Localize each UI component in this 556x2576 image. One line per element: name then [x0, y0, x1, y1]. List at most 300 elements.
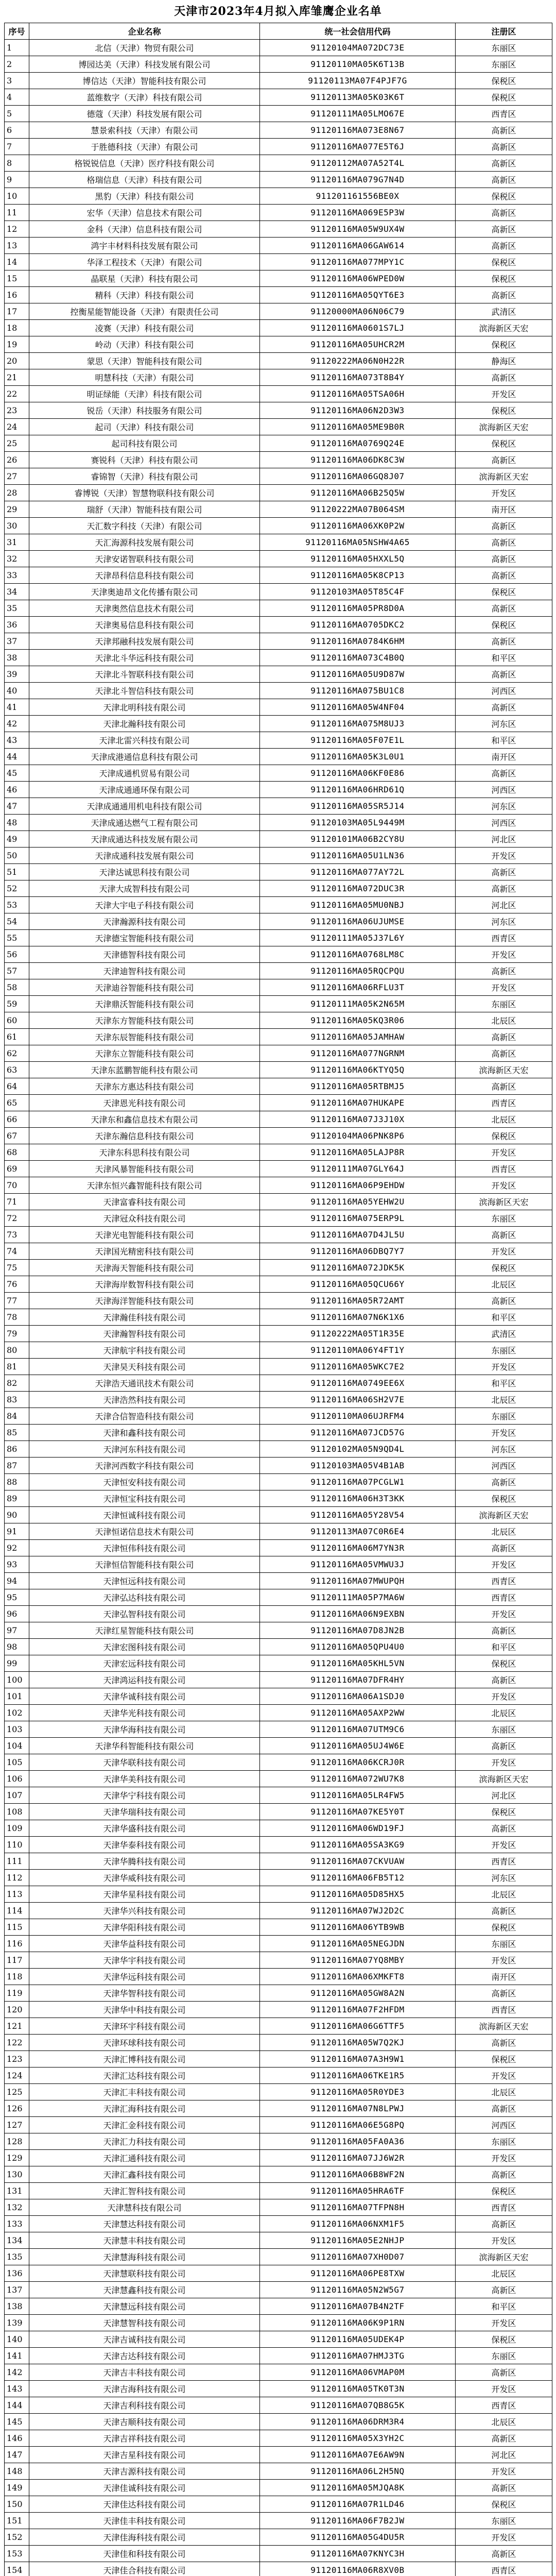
cell-company-name: 天津华宁科技有限公司 [29, 1787, 260, 1804]
cell-credit-code: 91120116MA05D85HX5 [260, 1886, 456, 1903]
cell-index: 123 [5, 2051, 29, 2067]
cell-credit-code: 91120112MA07A52T4L [260, 155, 456, 172]
cell-district: 西青区 [456, 1161, 552, 1177]
cell-district: 和平区 [456, 2298, 552, 2315]
table-row [5, 2100, 552, 2117]
cell-district: 河北区 [456, 2447, 552, 2463]
cell-credit-code: 91120102MA05N9QD4L [260, 1441, 456, 1458]
cell-company-name: 天津华星科技有限公司 [29, 1886, 260, 1903]
table-row [5, 1688, 552, 1705]
table-row [5, 1606, 552, 1622]
table-row [5, 732, 552, 749]
cell-company-name: 凌赛（天津）科技有限公司 [29, 320, 260, 336]
cell-index: 31 [5, 534, 29, 551]
cell-credit-code: 91120111MA05LMO67E [260, 106, 456, 122]
cell-credit-code: 91120116MA07N8LPWJ [260, 2100, 456, 2117]
cell-index: 12 [5, 221, 29, 238]
cell-company-name: 天津汇力科技有限公司 [29, 2133, 260, 2150]
cell-index: 149 [5, 2480, 29, 2496]
cell-credit-code: 91120116MA07KNYC3H [260, 2546, 456, 2562]
cell-credit-code: 91120116MA07R1LD46 [260, 2496, 456, 2513]
cell-district: 保税区 [456, 2496, 552, 2513]
cell-index: 22 [5, 386, 29, 402]
table-row [5, 1342, 552, 1359]
cell-credit-code: 91120111MA05K2N65M [260, 996, 456, 1012]
cell-credit-code: 91120116MA07JCD57G [260, 1425, 456, 1441]
cell-district: 高新区 [456, 2216, 552, 2232]
cell-district: 东丽区 [456, 2133, 552, 2150]
table-row [5, 815, 552, 831]
cell-credit-code: 91120116MA05W7Q2KJ [260, 2035, 456, 2051]
cell-credit-code: 911201161556BE0X [260, 188, 456, 205]
cell-district: 保税区 [456, 1128, 552, 1144]
cell-index: 147 [5, 2447, 29, 2463]
table-row [5, 2298, 552, 2315]
cell-district: 高新区 [456, 2430, 552, 2447]
table-row [5, 2183, 552, 2199]
table-row [5, 913, 552, 930]
cell-district: 高新区 [456, 139, 552, 155]
cell-district: 北辰区 [456, 1523, 552, 1540]
cell-district: 高新区 [456, 880, 552, 897]
cell-district: 高新区 [456, 1820, 552, 1837]
cell-index: 140 [5, 2331, 29, 2348]
table-row [5, 2447, 552, 2463]
cell-district: 保税区 [456, 1490, 552, 1507]
cell-index: 60 [5, 1012, 29, 1029]
cell-district: 高新区 [456, 600, 552, 617]
cell-district: 保税区 [456, 2051, 552, 2067]
cell-company-name: 蓝维数字（天津）科技有限公司 [29, 89, 260, 106]
table-row [5, 1012, 552, 1029]
cell-company-name: 天津环球科技有限公司 [29, 2035, 260, 2051]
cell-district: 高新区 [456, 1029, 552, 1045]
cell-district: 高新区 [456, 369, 552, 386]
cell-index: 54 [5, 913, 29, 930]
cell-index: 145 [5, 2414, 29, 2430]
table-row [5, 1738, 552, 1754]
cell-credit-code: 91120116MA06A1SDJ0 [260, 1688, 456, 1705]
cell-district: 保税区 [456, 1655, 552, 1672]
cell-credit-code: 91120116MA06KCRJ0R [260, 1754, 456, 1771]
cell-index: 13 [5, 238, 29, 254]
table-row [5, 996, 552, 1012]
cell-credit-code: 91120116MA07KE5Y0T [260, 1804, 456, 1820]
enterprise-table [4, 23, 552, 2576]
cell-credit-code: 91120116MA06WPED0W [260, 270, 456, 287]
cell-company-name: 睿博锐（天津）智慧物联科技有限公司 [29, 485, 260, 501]
table-row [5, 1754, 552, 1771]
cell-credit-code: 91120116MA05RTBMJ5 [260, 1078, 456, 1095]
cell-credit-code: 91120116MA05F07E1L [260, 732, 456, 749]
cell-index: 120 [5, 2002, 29, 2018]
cell-company-name: 天津慧科技有限公司 [29, 2199, 260, 2216]
table-header-row [5, 23, 552, 40]
cell-company-name: 金科（天津）信息科技有限公司 [29, 221, 260, 238]
cell-index: 52 [5, 880, 29, 897]
cell-credit-code: 91120116MA06M7YN3R [260, 1540, 456, 1556]
cell-credit-code: 91120116MA05UDEK4P [260, 2331, 456, 2348]
cell-index: 77 [5, 1293, 29, 1309]
cell-company-name: 天津北斗华远科技有限公司 [29, 650, 260, 666]
table-row [5, 139, 552, 155]
cell-company-name: 天津华中科技有限公司 [29, 2002, 260, 2018]
table-row [5, 73, 552, 89]
cell-company-name: 天津汇通科技有限公司 [29, 2150, 260, 2166]
cell-district: 保税区 [456, 1260, 552, 1276]
cell-credit-code: 91120116MA05YEHW2U [260, 1194, 456, 1210]
cell-district: 河北区 [456, 1787, 552, 1804]
table-row [5, 56, 552, 73]
cell-company-name: 天津东瀚信息科技有限公司 [29, 1128, 260, 1144]
cell-district: 高新区 [456, 1738, 552, 1754]
cell-index: 57 [5, 963, 29, 979]
cell-index: 78 [5, 1309, 29, 1326]
table-row [5, 2546, 552, 2562]
cell-district: 河东区 [456, 913, 552, 930]
cell-district: 东丽区 [456, 1342, 552, 1359]
cell-credit-code: 91120101MA06B2CY8U [260, 831, 456, 848]
cell-credit-code: 91120116MA079G7N4D [260, 172, 456, 188]
cell-company-name: 天津慧海科技有限公司 [29, 2249, 260, 2265]
cell-credit-code: 91120110MA05K6T13B [260, 56, 456, 73]
cell-company-name: 格锐锐信息（天津）医疗科技有限公司 [29, 155, 260, 172]
cell-index: 121 [5, 2018, 29, 2035]
table-row [5, 369, 552, 386]
cell-credit-code: 91120116MA072WU7K8 [260, 1771, 456, 1787]
cell-company-name: 天津奥易信息科技有限公司 [29, 617, 260, 633]
cell-company-name: 天津东科思科技有限公司 [29, 1144, 260, 1161]
cell-district: 北辰区 [456, 1705, 552, 1721]
cell-company-name: 天津华美科技有限公司 [29, 1771, 260, 1787]
table-row [5, 501, 552, 518]
cell-credit-code: 91120116MA05LAJP8R [260, 1144, 456, 1161]
cell-company-name: 天津慧智科技有限公司 [29, 2315, 260, 2331]
cell-index: 80 [5, 1342, 29, 1359]
cell-credit-code: 91120116MA07WJ2D2C [260, 1903, 456, 1919]
cell-district: 河西区 [456, 683, 552, 699]
cell-company-name: 天津成通达科技发展有限公司 [29, 831, 260, 848]
cell-index: 116 [5, 1936, 29, 1952]
cell-index: 105 [5, 1754, 29, 1771]
cell-credit-code: 91120116MA06UJUMSE [260, 913, 456, 930]
cell-index: 17 [5, 303, 29, 320]
cell-company-name: 天津华光科技有限公司 [29, 1705, 260, 1721]
cell-credit-code: 91120116MA05TK0T3N [260, 2381, 456, 2397]
table-row [5, 1589, 552, 1606]
cell-credit-code: 91120116MA06B8WF2N [260, 2166, 456, 2183]
cell-credit-code: 91120116MA05K8CP13 [260, 567, 456, 584]
cell-company-name: 天津华益科技有限公司 [29, 1936, 260, 1952]
cell-district: 高新区 [456, 534, 552, 551]
cell-company-name: 天津光电智能科技有限公司 [29, 1227, 260, 1243]
cell-credit-code: 91120116MA06N2D3W3 [260, 402, 456, 419]
table-row [5, 468, 552, 485]
cell-district: 东丽区 [456, 56, 552, 73]
cell-district: 高新区 [456, 2546, 552, 2562]
cell-index: 108 [5, 1804, 29, 1820]
cell-credit-code: 91120116MA07PCGLW1 [260, 1474, 456, 1490]
table-row [5, 2282, 552, 2298]
table-row [5, 1655, 552, 1672]
cell-company-name: 天津东方智能科技有限公司 [29, 1012, 260, 1029]
table-row [5, 864, 552, 880]
cell-credit-code: 91120116MA05U9D87W [260, 666, 456, 683]
cell-company-name: 天津华海科技有限公司 [29, 1721, 260, 1738]
cell-company-name: 天津华阳科技有限公司 [29, 1919, 260, 1936]
cell-company-name: 天津佳合科技有限公司 [29, 2562, 260, 2576]
cell-index: 92 [5, 1540, 29, 1556]
cell-index: 82 [5, 1375, 29, 1392]
cell-credit-code: 91120116MA05NSHW4A65 [260, 534, 456, 551]
cell-company-name: 天津北斗智信科技有限公司 [29, 683, 260, 699]
cell-district: 滨海新区天宏 [456, 2018, 552, 2035]
cell-credit-code: 91120116MA077MPY1C [260, 254, 456, 270]
cell-credit-code: 91120000MA06N06C79 [260, 303, 456, 320]
table-row [5, 1919, 552, 1936]
cell-district: 开发区 [456, 1688, 552, 1705]
cell-district: 武清区 [456, 1326, 552, 1342]
cell-index: 102 [5, 1705, 29, 1721]
cell-district: 保税区 [456, 89, 552, 106]
cell-company-name: 慧景索科技（天津）有限公司 [29, 122, 260, 139]
cell-district: 西青区 [456, 1095, 552, 1111]
cell-index: 62 [5, 1045, 29, 1062]
cell-district: 开发区 [456, 1243, 552, 1260]
cell-index: 30 [5, 518, 29, 534]
cell-company-name: 天津宏图科技有限公司 [29, 1639, 260, 1655]
cell-index: 88 [5, 1474, 29, 1490]
cell-credit-code: 91120116MA07XH0D07 [260, 2249, 456, 2265]
cell-index: 71 [5, 1194, 29, 1210]
cell-company-name: 天津鸿运科技有限公司 [29, 1672, 260, 1688]
cell-credit-code: 91120113MA07C0R6E4 [260, 1523, 456, 1540]
cell-credit-code: 91120116MA07TFPN8H [260, 2199, 456, 2216]
cell-credit-code: 91120116MA06XK0P2W [260, 518, 456, 534]
cell-credit-code: 91120116MA07A3H9W1 [260, 2051, 456, 2067]
cell-company-name: 天津慧鑫科技有限公司 [29, 2282, 260, 2298]
table-row [5, 89, 552, 106]
cell-index: 25 [5, 435, 29, 452]
cell-credit-code: 91120104MA06PNK8P6 [260, 1128, 456, 1144]
cell-credit-code: 91120116MA06E5G8PQ [260, 2117, 456, 2133]
cell-index: 112 [5, 1870, 29, 1886]
table-row [5, 633, 552, 650]
cell-index: 76 [5, 1276, 29, 1293]
table-row [5, 1936, 552, 1952]
cell-index: 70 [5, 1177, 29, 1194]
table-row [5, 1111, 552, 1128]
cell-index: 43 [5, 732, 29, 749]
cell-index: 89 [5, 1490, 29, 1507]
cell-index: 141 [5, 2348, 29, 2364]
cell-district: 开发区 [456, 1754, 552, 1771]
cell-district: 高新区 [456, 1540, 552, 1556]
cell-index: 124 [5, 2067, 29, 2084]
cell-district: 保税区 [456, 2183, 552, 2199]
cell-credit-code: 91120116MA05W9UX4W [260, 221, 456, 238]
table-row [5, 1029, 552, 1045]
cell-index: 96 [5, 1606, 29, 1622]
cell-company-name: 天津迪智科技有限公司 [29, 963, 260, 979]
cell-company-name: 天津和鑫科技有限公司 [29, 1425, 260, 1441]
table-row [5, 1771, 552, 1787]
cell-district: 高新区 [456, 699, 552, 716]
cell-index: 68 [5, 1144, 29, 1161]
cell-district: 开发区 [456, 386, 552, 402]
table-row [5, 782, 552, 798]
table-row [5, 2133, 552, 2150]
cell-credit-code: 91120116MA05HXXL5Q [260, 551, 456, 567]
cell-district: 开发区 [456, 1556, 552, 1573]
cell-company-name: 天津慧达科技有限公司 [29, 2216, 260, 2232]
cell-company-name: 天津河西数字科技有限公司 [29, 1458, 260, 1474]
cell-company-name: 锐岳（天津）科技服务有限公司 [29, 402, 260, 419]
cell-credit-code: 91120116MA06PE8TXW [260, 2265, 456, 2282]
cell-district: 滨海新区天宏 [456, 2249, 552, 2265]
cell-district: 开发区 [456, 946, 552, 963]
cell-index: 99 [5, 1655, 29, 1672]
cell-credit-code: 91120110MA06Y4FT1Y [260, 1342, 456, 1359]
cell-company-name: 天津奥迪昂文化传播有限公司 [29, 584, 260, 600]
cell-index: 53 [5, 897, 29, 913]
cell-district: 开发区 [456, 1144, 552, 1161]
cell-index: 49 [5, 831, 29, 848]
cell-credit-code: 91120111MA07GLY64J [260, 1161, 456, 1177]
cell-company-name: 赛锐科（天津）科技有限公司 [29, 452, 260, 468]
cell-credit-code: 91120116MA06KTYQ5Q [260, 1062, 456, 1078]
cell-company-name: 天汇海源科技发展有限公司 [29, 534, 260, 551]
cell-index: 125 [5, 2084, 29, 2100]
cell-district: 开发区 [456, 2529, 552, 2546]
header-district: 注册区 [456, 23, 552, 40]
cell-district: 西青区 [456, 1573, 552, 1589]
cell-index: 130 [5, 2166, 29, 2183]
table-row [5, 848, 552, 864]
cell-district: 高新区 [456, 287, 552, 303]
table-row [5, 617, 552, 633]
table-row [5, 880, 552, 897]
cell-credit-code: 91120116MA06RFLU3T [260, 979, 456, 996]
cell-district: 高新区 [456, 1622, 552, 1639]
cell-district: 东丽区 [456, 1721, 552, 1738]
cell-district: 北辰区 [456, 1111, 552, 1128]
table-row [5, 551, 552, 567]
cell-company-name: 天津佳丰科技有限公司 [29, 2513, 260, 2529]
table-row [5, 2463, 552, 2480]
cell-company-name: 天津汇丰科技有限公司 [29, 2084, 260, 2100]
cell-index: 58 [5, 979, 29, 996]
cell-company-name: 天津华瑞科技有限公司 [29, 1804, 260, 1820]
cell-credit-code: 91120116MA05HRA6TF [260, 2183, 456, 2199]
cell-district: 开发区 [456, 2067, 552, 2084]
cell-credit-code: 91120116MA07D8JN2B [260, 1622, 456, 1639]
cell-index: 18 [5, 320, 29, 336]
cell-district: 高新区 [456, 1985, 552, 2002]
cell-index: 148 [5, 2463, 29, 2480]
cell-company-name: 明慧科技（天津）有限公司 [29, 369, 260, 386]
cell-company-name: 天津达诚思科技有限公司 [29, 864, 260, 880]
cell-district: 东丽区 [456, 40, 552, 56]
cell-credit-code: 91120116MA07QB8G5K [260, 2397, 456, 2414]
cell-credit-code: 91120103MA05V4B1AB [260, 1458, 456, 1474]
cell-company-name: 天津吉顺科技有限公司 [29, 2414, 260, 2430]
table-row [5, 1408, 552, 1425]
table-row [5, 485, 552, 501]
cell-credit-code: 91120116MA07B4N2TF [260, 2298, 456, 2315]
cell-district: 高新区 [456, 2100, 552, 2117]
cell-credit-code: 91120113MA05K03K6T [260, 89, 456, 106]
cell-index: 138 [5, 2298, 29, 2315]
cell-company-name: 天津海天智能科技有限公司 [29, 1260, 260, 1276]
table-row [5, 1622, 552, 1639]
cell-company-name: 天津瀚佳科技有限公司 [29, 1309, 260, 1326]
table-row [5, 979, 552, 996]
cell-credit-code: 91120104MA072DC73E [260, 40, 456, 56]
cell-company-name: 天津华腾科技有限公司 [29, 1853, 260, 1870]
cell-index: 64 [5, 1078, 29, 1095]
cell-district: 保税区 [456, 188, 552, 205]
table-row [5, 600, 552, 617]
cell-company-name: 天津成通达燃气工程有限公司 [29, 815, 260, 831]
cell-district: 保税区 [456, 1804, 552, 1820]
cell-index: 44 [5, 749, 29, 765]
table-row [5, 419, 552, 435]
cell-index: 15 [5, 270, 29, 287]
table-row [5, 567, 552, 584]
cell-district: 开发区 [456, 1359, 552, 1375]
cell-index: 95 [5, 1589, 29, 1606]
cell-company-name: 天津瀚源科技有限公司 [29, 913, 260, 930]
cell-district: 高新区 [456, 1045, 552, 1062]
cell-credit-code: 91120116MA05E2NHJP [260, 2232, 456, 2249]
cell-index: 50 [5, 848, 29, 864]
cell-district: 开发区 [456, 485, 552, 501]
cell-district: 和平区 [456, 650, 552, 666]
cell-credit-code: 91120116MA07MWUPQH [260, 1573, 456, 1589]
cell-company-name: 宏华（天津）信息技术有限公司 [29, 205, 260, 221]
cell-credit-code: 91120116MA06DRM3R4 [260, 2414, 456, 2430]
table-row [5, 1441, 552, 1458]
cell-index: 119 [5, 1985, 29, 2002]
cell-district: 保税区 [456, 73, 552, 89]
table-row [5, 749, 552, 765]
cell-credit-code: 91120116MA05UJ4W6E [260, 1738, 456, 1754]
cell-company-name: 北信（天津）物贸有限公司 [29, 40, 260, 56]
cell-credit-code: 91120116MA07E6AW9N [260, 2447, 456, 2463]
cell-credit-code: 91120116MA0601S7LJ [260, 320, 456, 336]
cell-credit-code: 91120116MA06GQ8J07 [260, 468, 456, 485]
cell-credit-code: 91120116MA07JJ6W2R [260, 2150, 456, 2166]
cell-company-name: 天津恒安科技有限公司 [29, 1474, 260, 1490]
cell-index: 48 [5, 815, 29, 831]
cell-index: 37 [5, 633, 29, 650]
table-row [5, 1425, 552, 1441]
cell-company-name: 天津海岸数智科技有限公司 [29, 1276, 260, 1293]
cell-credit-code: 91120116MA05UHCR2M [260, 336, 456, 353]
table-row [5, 699, 552, 716]
table-row [5, 716, 552, 732]
cell-district: 河西区 [456, 2117, 552, 2133]
cell-district: 高新区 [456, 666, 552, 683]
table-body [5, 40, 552, 2576]
cell-index: 136 [5, 2265, 29, 2282]
cell-index: 152 [5, 2529, 29, 2546]
cell-district: 高新区 [456, 1227, 552, 1243]
table-row [5, 1985, 552, 2002]
cell-index: 109 [5, 1820, 29, 1837]
table-row [5, 1227, 552, 1243]
